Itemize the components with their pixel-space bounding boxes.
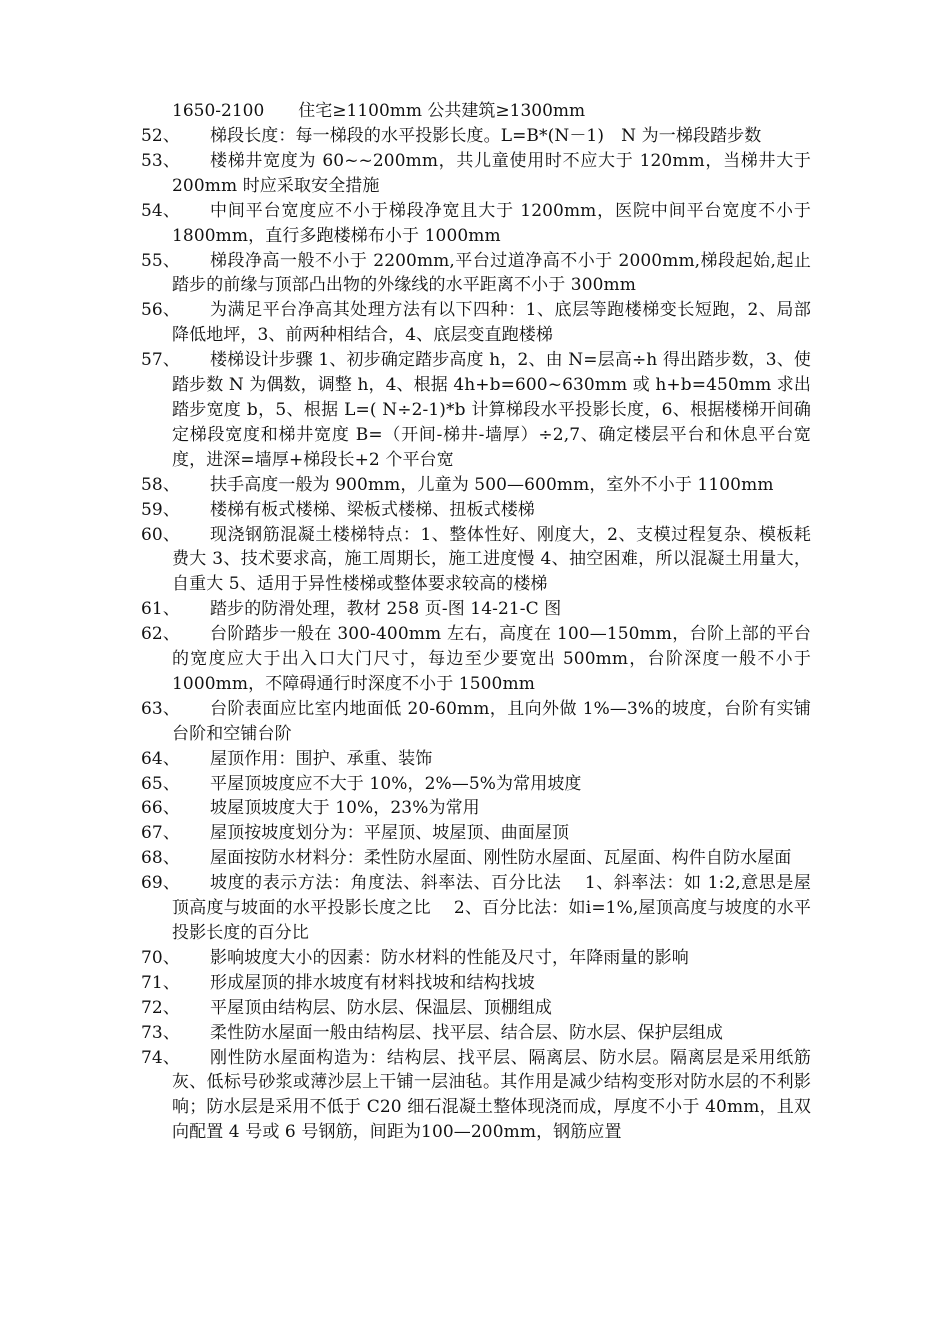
item-number: 62、 xyxy=(141,624,180,645)
list-item xyxy=(141,772,811,797)
item-text-content: 形成屋顶的排水坡度有材料找坡和结构找坡 xyxy=(210,972,535,993)
item-text xyxy=(172,473,811,498)
item-text xyxy=(172,846,811,871)
item-text xyxy=(172,996,811,1021)
item-text-content: 楼梯设计步骤 1、初步确定踏步高度 h，2、由 N=层高÷h 得出踏步数，3、使踏步数 N 为偶数，调整 h，4、根据 4h+b=600~630mm 或 h+b=450mm 求出踏步宽度 b，5、根据 L=( N÷2-1)*b 计算梯段水平投影长度，6、根据楼梯开间确定梯段宽度和梯井宽度 B=（开间-梯井-墙厚）÷2,7、确定楼层平台和休息平台宽度，进深=墙厚+梯段长+2 个平台宽 xyxy=(172,350,811,470)
item-text xyxy=(172,523,811,598)
item-text xyxy=(172,772,811,797)
item-text-content: 楼梯井宽度为 60~~200mm，共儿童使用时不应大于 120mm，当梯井大于 200mm 时应采取安全措施 xyxy=(172,150,811,196)
item-number: 72、 xyxy=(141,997,180,1018)
item-text-content: 坡屋顶坡度大于 10%，23%为常用 xyxy=(210,798,480,819)
item-text xyxy=(172,747,811,772)
item-text-content: 影响坡度大小的因素：防水材料的性能及尺寸，年降雨量的影响 xyxy=(210,947,689,968)
list-item xyxy=(141,971,811,996)
item-number: 63、 xyxy=(141,698,180,719)
item-number: 61、 xyxy=(141,599,180,620)
list-item xyxy=(141,348,811,473)
list-item xyxy=(141,523,811,598)
item-number: 66、 xyxy=(141,798,180,819)
item-text xyxy=(172,697,811,747)
list-item xyxy=(141,996,811,1021)
list-item xyxy=(141,821,811,846)
item-text xyxy=(172,199,811,249)
numbered-list xyxy=(141,124,811,1145)
item-text-content: 梯段长度：每一梯段的水平投影长度。L=B*(N－1) N 为一梯段踏步数 xyxy=(210,126,762,146)
list-item xyxy=(141,249,811,299)
item-text xyxy=(172,946,811,971)
item-text-content: 台阶踏步一般在 300-400mm 左右，高度在 100—150mm，台阶上部的平台的宽度应大于出入口大门尺寸，每边至少要宽出 500mm，台阶深度一般不小于 1000mm，不障碍通行时深度不小于 1500mm xyxy=(172,624,811,694)
list-item xyxy=(141,946,811,971)
item-text-content: 坡度的表示方法：角度法、斜率法、百分比法 1、斜率法：如 1:2,意思是屋顶高度与坡面的水平投影长度之比 2、百分比法：如i=1%,屋顶高度与坡度的水平投影长度的百分比 xyxy=(172,873,811,943)
item-text-content: 刚性防水屋面构造为：结构层、找平层、隔离层、防水层。隔离层是采用纸筋灰、低标号砂浆或薄沙层上干铺一层油毡。其作用是减少结构变形对防水层的不利影响；防水层是采用不低于 C20 细石混凝土整体现浇而成，厚度不小于 40mm，且双向配置 4 号或 6 号钢筋，间距为100—200mm，钢筋应置 xyxy=(172,1047,811,1143)
item-number: 73、 xyxy=(141,1022,180,1043)
item-text xyxy=(172,796,811,821)
list-item xyxy=(141,124,811,149)
item-text xyxy=(172,971,811,996)
item-text-content: 平屋顶坡度应不大于 10%，2%—5%为常用坡度 xyxy=(210,773,582,794)
item-number: 60、 xyxy=(141,524,180,545)
list-item xyxy=(141,747,811,772)
item-text xyxy=(172,348,811,473)
list-item xyxy=(141,1021,811,1046)
list-item xyxy=(141,498,811,523)
item-text-content: 屋面按防水材料分：柔性防水屋面、刚性防水屋面、瓦屋面、构件自防水屋面 xyxy=(210,848,792,869)
item-text xyxy=(172,249,811,299)
list-item xyxy=(141,298,811,348)
item-number: 67、 xyxy=(141,823,180,844)
item-text-content: 台阶表面应比室内地面低 20-60mm，且向外做 1%—3%的坡度，台阶有实铺台阶和空铺台阶 xyxy=(172,698,811,744)
list-item xyxy=(141,149,811,199)
item-number: 58、 xyxy=(141,474,180,495)
list-item xyxy=(141,697,811,747)
item-text xyxy=(172,622,811,697)
item-text-content: 屋顶按坡度划分为：平屋顶、坡屋顶、曲面屋顶 xyxy=(210,823,570,844)
item-text xyxy=(172,298,811,348)
item-number: 65、 xyxy=(141,773,180,794)
item-text xyxy=(172,498,811,523)
item-text-content: 平屋顶由结构层、防水层、保温层、顶棚组成 xyxy=(210,997,552,1018)
item-text-content: 扶手高度一般为 900mm，儿童为 500—600mm，室外不小于 1100mm xyxy=(210,474,774,495)
list-item xyxy=(141,796,811,821)
item-text xyxy=(172,124,811,149)
item-number: 57、 xyxy=(141,350,180,371)
list-item xyxy=(141,1046,811,1146)
item-number: 68、 xyxy=(141,848,180,869)
list-item xyxy=(141,622,811,697)
continued-line: 1650-2100 住宅≥1100mm 公共建筑≥1300mm xyxy=(172,101,586,121)
list-item xyxy=(141,473,811,498)
item-text-content: 楼梯有板式楼梯、梁板式楼梯、扭板式楼梯 xyxy=(210,499,535,520)
item-text-content: 现浇钢筋混凝土楼梯特点：1、整体性好、刚度大，2、支模过程复杂、模板耗费大 3、技术要求高，施工周期长，施工进度慢 4、抽空困难，所以混凝土用量大，自重大 5、适用于异性楼梯或整体要求较高的楼梯 xyxy=(172,524,811,595)
item-number: 74、 xyxy=(141,1047,180,1068)
item-text xyxy=(172,871,811,946)
item-number: 71、 xyxy=(141,972,180,993)
list-item xyxy=(141,199,811,249)
list-item xyxy=(141,846,811,871)
item-number: 56、 xyxy=(141,300,180,321)
item-text xyxy=(172,149,811,199)
item-number: 59、 xyxy=(141,499,180,520)
item-number: 54、 xyxy=(141,200,180,221)
item-text xyxy=(172,821,811,846)
item-number: 64、 xyxy=(141,748,180,769)
item-number: 55、 xyxy=(141,250,180,271)
item-number: 69、 xyxy=(141,873,180,894)
item-text xyxy=(172,1021,811,1046)
item-number: 52、 xyxy=(141,126,180,146)
item-number: 70、 xyxy=(141,947,180,968)
item-text-content: 梯段净高一般不小于 2200mm,平台过道净高不小于 2000mm,梯段起始,起止踏步的前缘与顶部凸出物的外缘线的水平距离不小于 300mm xyxy=(172,250,811,296)
list-item xyxy=(141,597,811,622)
item-text xyxy=(172,597,811,622)
item-text xyxy=(172,1046,811,1146)
item-text-content: 踏步的防滑处理，教材 258 页-图 14-21-C 图 xyxy=(210,599,562,620)
item-text-content: 中间平台宽度应不小于梯段净宽且大于 1200mm，医院中间平台宽度不小于 1800mm，直行多跑楼梯布小于 1000mm xyxy=(172,200,811,246)
list-item xyxy=(141,871,811,946)
item-text-content: 屋顶作用：围护、承重、装饰 xyxy=(210,748,433,769)
item-number: 53、 xyxy=(141,150,180,171)
item-text-content: 柔性防水屋面一般由结构层、找平层、结合层、防水层、保护层组成 xyxy=(210,1022,723,1043)
item-text-content: 为满足平台净高其处理方法有以下四种：1、底层等跑楼梯变长短跑，2、局部降低地坪，3、前两种相结合，4、底层变直跑楼梯 xyxy=(172,300,811,346)
